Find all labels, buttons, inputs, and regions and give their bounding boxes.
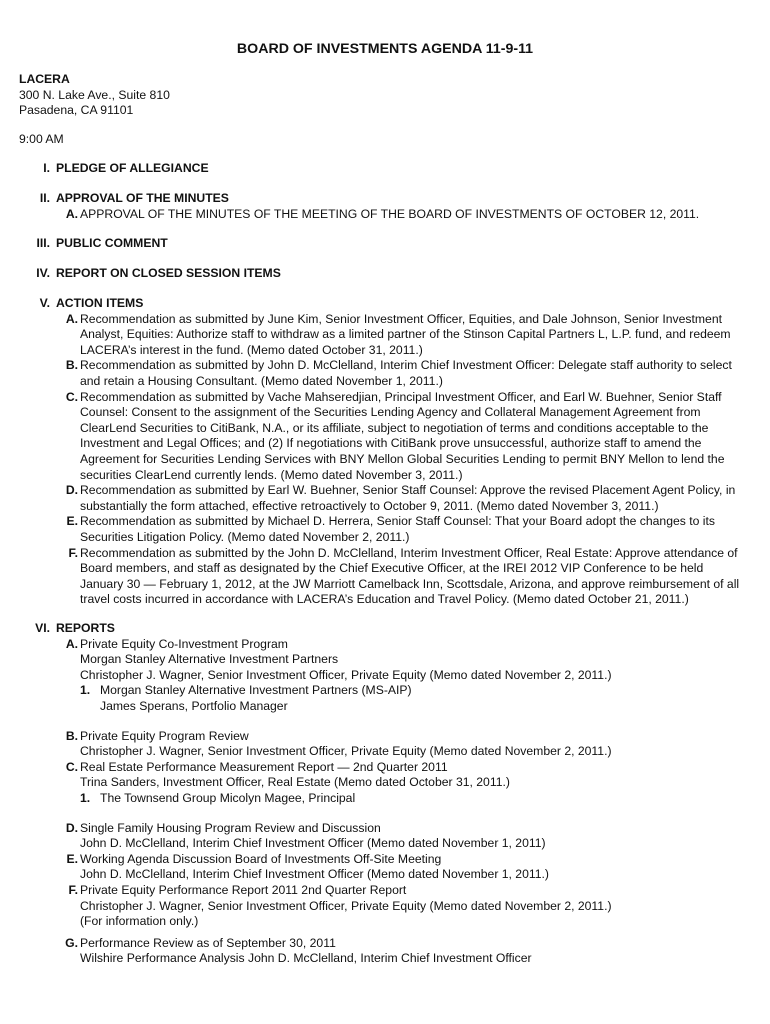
section-pledge bbox=[0, 161, 770, 177]
report-line: Private Equity Co-Investment Program bbox=[80, 636, 288, 651]
report-line: Trina Sanders, Investment Officer, Real Estate (Memo dated October 31, 2011.) bbox=[80, 775, 510, 790]
agenda-item bbox=[0, 514, 770, 545]
section-heading: REPORT ON CLOSED SESSION ITEMS bbox=[56, 266, 281, 280]
report-line: Single Family Housing Program Review and Discussion bbox=[80, 820, 381, 835]
report-line: Private Equity Performance Report 2011 2nd Quarter Report bbox=[80, 882, 407, 897]
report-line: Christopher J. Wagner, Senior Investment Officer, Private Equity (Memo dated November 2, 2011.) bbox=[80, 667, 612, 682]
report-item bbox=[0, 936, 770, 967]
subitem-line: James Sperans, Portfolio Manager bbox=[100, 698, 288, 713]
item-text: Recommendation as submitted by Earl W. Buehner, Senior Staff Counsel: Approve the revised Placement Agent Policy, in substantially the form attached, effective retroactively to October 9, 2011. (Memo dated November 3, 2011.) bbox=[80, 483, 736, 513]
item-letter: D. bbox=[65, 820, 78, 835]
report-item bbox=[0, 760, 770, 807]
report-item bbox=[0, 637, 770, 715]
report-item bbox=[0, 821, 770, 852]
item-text: Recommendation as submitted by June Kim, Senior Investment Officer, Equities, and Dale Johnson, Senior Investment Analyst, Equities: Authorize staff to withdraw as a limited partner of the Stinson Capital Partners L, L.P. fund, and redeem LACERA’s interest in the fund. (Memo dated October 31, 2011.) bbox=[80, 311, 731, 357]
section-heading: PLEDGE OF ALLEGIANCE bbox=[56, 161, 209, 175]
subitem-number: 1. bbox=[80, 683, 91, 698]
section-minutes bbox=[0, 191, 770, 222]
item-letter: F. bbox=[68, 545, 78, 560]
agenda-item bbox=[0, 546, 770, 608]
organization-block bbox=[19, 72, 170, 119]
item-text: Recommendation as submitted by John D. McClelland, Interim Chief Investment Officer: Delegate staff authority to select and retain a Housing Consultant. (Memo dated November 1, 2011.) bbox=[80, 358, 732, 388]
item-letter: E. bbox=[66, 514, 78, 529]
item-text: Recommendation as submitted by Michael D. Herrera, Senior Staff Counsel: That your Board adopt the changes to its Securities Litigation Policy. (Memo dated November 2, 2011.) bbox=[80, 514, 715, 544]
section-number: VI. bbox=[35, 621, 50, 635]
item-letter: A. bbox=[65, 636, 78, 651]
report-line: Working Agenda Discussion Board of Investments Off-Site Meeting bbox=[80, 851, 442, 866]
org-address-line-2: Pasadena, CA 91101 bbox=[19, 103, 134, 118]
report-line: Private Equity Program Review bbox=[80, 728, 249, 743]
report-line: John D. McClelland, Interim Chief Investment Officer (Memo dated November 1, 2011) bbox=[80, 836, 546, 851]
section-number: I. bbox=[43, 161, 50, 175]
section-closed-session bbox=[0, 266, 770, 282]
agenda-item bbox=[0, 358, 770, 389]
item-letter: E. bbox=[66, 851, 78, 866]
report-line: John D. McClelland, Interim Chief Investment Officer (Memo dated November 1, 2011.) bbox=[80, 867, 549, 882]
report-line: Christopher J. Wagner, Senior Investment Officer, Private Equity (Memo dated November 2, 2011.) bbox=[80, 898, 612, 913]
item-letter: B. bbox=[65, 358, 78, 373]
agenda-item bbox=[0, 207, 770, 223]
report-line: Christopher J. Wagner, Senior Investment Officer, Private Equity (Memo dated November 2, 2011.) bbox=[80, 744, 612, 759]
report-item bbox=[0, 852, 770, 883]
subitem-line: Morgan Stanley Alternative Investment Partners (MS-AIP) bbox=[100, 683, 412, 698]
item-letter: B. bbox=[65, 728, 78, 743]
meeting-time: 9:00 AM bbox=[19, 132, 64, 146]
agenda-item bbox=[0, 390, 770, 484]
report-line: Real Estate Performance Measurement Report — 2nd Quarter 2011 bbox=[80, 759, 448, 774]
agenda-item bbox=[0, 312, 770, 359]
section-public-comment bbox=[0, 236, 770, 252]
section-heading: ACTION ITEMS bbox=[56, 296, 144, 310]
org-address-line-1: 300 N. Lake Ave., Suite 810 bbox=[19, 87, 170, 102]
report-line: Wilshire Performance Analysis John D. McClelland, Interim Chief Investment Officer bbox=[80, 951, 532, 966]
agenda-item bbox=[0, 483, 770, 514]
section-number: V. bbox=[39, 296, 50, 310]
report-line: Performance Review as of September 30, 2011 bbox=[80, 935, 336, 950]
item-letter: G. bbox=[65, 935, 78, 950]
section-heading: REPORTS bbox=[56, 621, 115, 635]
section-heading: APPROVAL OF THE MINUTES bbox=[56, 191, 229, 205]
item-letter: F. bbox=[68, 882, 78, 897]
item-letter: C. bbox=[65, 759, 78, 774]
section-reports bbox=[0, 621, 770, 967]
item-text: Recommendation as submitted by Vache Mahseredjian, Principal Investment Officer, and Earl W. Buehner, Senior Staff Counsel: Consent to the assignment of the Securities Lending Agency and Collateral Management Agreement from ClearLend Securities to CitiBank, N.A., or its affiliate, subject to negotiation of terms and conditions acceptable to the Investment and Legal Offices; and (2) If negotiations with CitiBank prove unsuccessful, authorize staff to amend the Agreement for Securities Lending Services with BNY Mellon Global Securities Lending to permit BNY Mellon to lend the securities ClearLend currently lends. (Memo dated November 3, 2011.) bbox=[80, 389, 725, 482]
org-name: LACERA bbox=[19, 72, 70, 86]
report-line: (For information only.) bbox=[80, 914, 199, 929]
section-heading: PUBLIC COMMENT bbox=[56, 236, 168, 250]
page-title: BOARD OF INVESTMENTS AGENDA 11-9-11 bbox=[236, 41, 534, 57]
section-number: IV. bbox=[36, 266, 50, 280]
section-number: III. bbox=[36, 236, 50, 250]
section-number: II. bbox=[39, 191, 50, 205]
item-letter: D. bbox=[65, 483, 78, 498]
item-letter: A. bbox=[65, 311, 78, 326]
report-item bbox=[0, 729, 770, 760]
item-letter: A. bbox=[65, 206, 78, 221]
report-line: Morgan Stanley Alternative Investment Partners bbox=[80, 652, 339, 667]
subitem-line: The Townsend Group Micolyn Magee, Principal bbox=[100, 790, 356, 805]
item-text: APPROVAL OF THE MINUTES OF THE MEETING OF THE BOARD OF INVESTMENTS OF OCTOBER 12, 2011. bbox=[80, 206, 700, 221]
report-subitem bbox=[80, 683, 750, 714]
item-text: Recommendation as submitted by the John D. McClelland, Interim Investment Officer, Real Estate: Approve attendance of Board members, and staff as designated by the Chief Executive Officer, at the IREI 2012 VIP Conference to be held January 30 — February 1, 2012, at the JW Marriott Camelback Inn, Scottsdale, Arizona, and approve reimbursement of all travel costs incurred in accordance with LACERA’s Education and Travel Policy. (Memo dated October 21, 2011.) bbox=[80, 545, 740, 607]
report-item bbox=[0, 883, 770, 930]
subitem-number: 1. bbox=[80, 790, 91, 805]
section-action-items bbox=[0, 296, 770, 608]
item-letter: C. bbox=[65, 389, 78, 404]
report-subitem bbox=[80, 791, 750, 807]
